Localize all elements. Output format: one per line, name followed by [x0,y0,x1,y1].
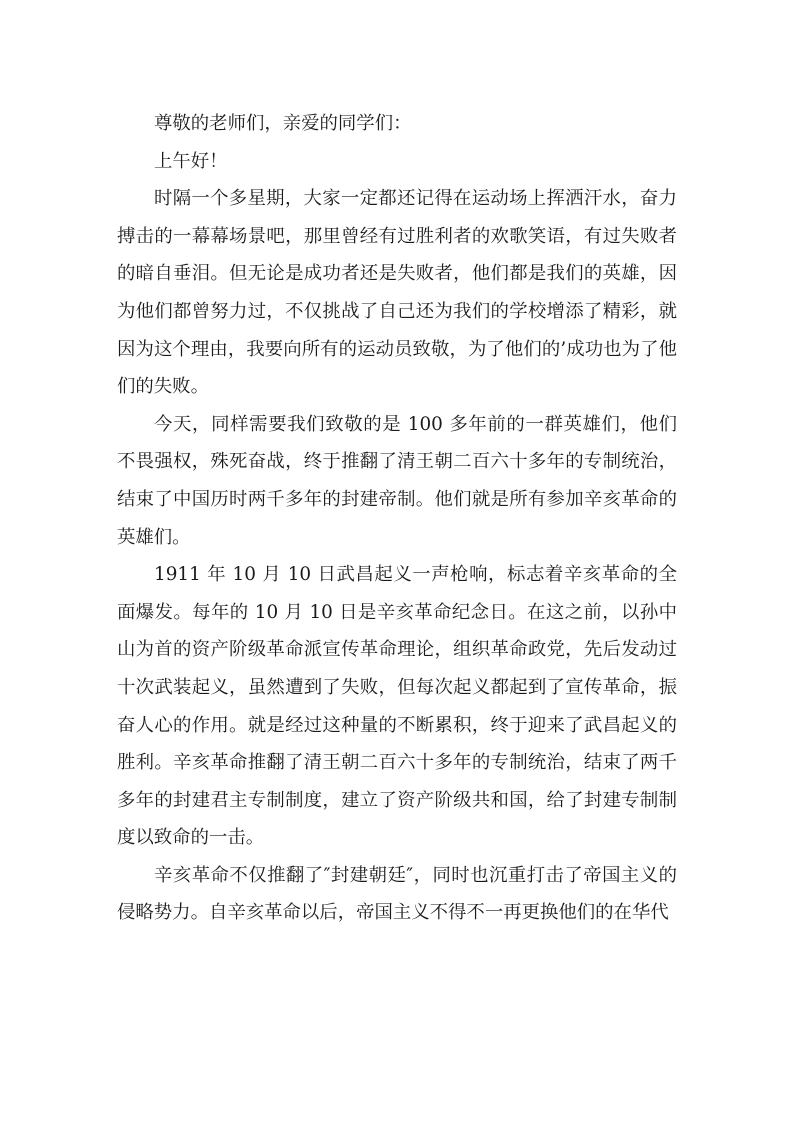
paragraph-imperialism: 辛亥革命不仅推翻了″封建朝廷″，同时也沉重打击了帝国主义的侵略势力。自辛亥革命以后，帝国主义不得不一再更换他们的在华代 [117,864,677,924]
greeting: 上午好！ [154,150,228,172]
paragraph-sports-meet: 时隔一个多星期，大家一定都还记得在运动场上挥洒汗水，奋力搏击的一幕幕场景吧，那里曾经有过胜利者的欢歌笑语，有过失败者的暗自垂泪。但无论是成功者还是失败者，他们都是我们的英雄，因为他们都曾努力过，不仅挑战了自己还为我们的学校增添了精彩，就因为这个理由，我要向所有的运动员致敬，为了他们的’成功也为了他们的失败。 [117,188,677,398]
paragraph-heroes: 今天，同样需要我们致敬的是 100 多年前的一群英雄们，他们不畏强权，殊死奋战，终于推翻了清王朝二百六十多年的专制统治，结束了中国历时两千多年的封建帝制。他们就是所有参加辛亥革命的英雄们。 [117,413,677,548]
paragraph-wuchang-uprising: 1911 年 10 月 10 日武昌起义一声枪响，标志着辛亥革命的全面爆发。每年的 10 月 10 日是辛亥革命纪念日。在这之前，以孙中山为首的资产阶级革命派宣传革命理论，组织革命政党，先后发动过十次武装起义，虽然遭到了失败，但每次起义都起到了宣传革命，振奋人心的作用。就是经过这种量的不断累积，终于迎来了武昌起义的胜利。辛亥革命推翻了清王朝二百六十多年的专制统治，结束了两千多年的封建君主专制制度，建立了资产阶级共和国，给了封建专制制度以致命的一击。 [117,564,677,849]
salutation: 尊敬的老师们，亲爱的同学们： [154,113,412,134]
speech-body [117,105,677,932]
